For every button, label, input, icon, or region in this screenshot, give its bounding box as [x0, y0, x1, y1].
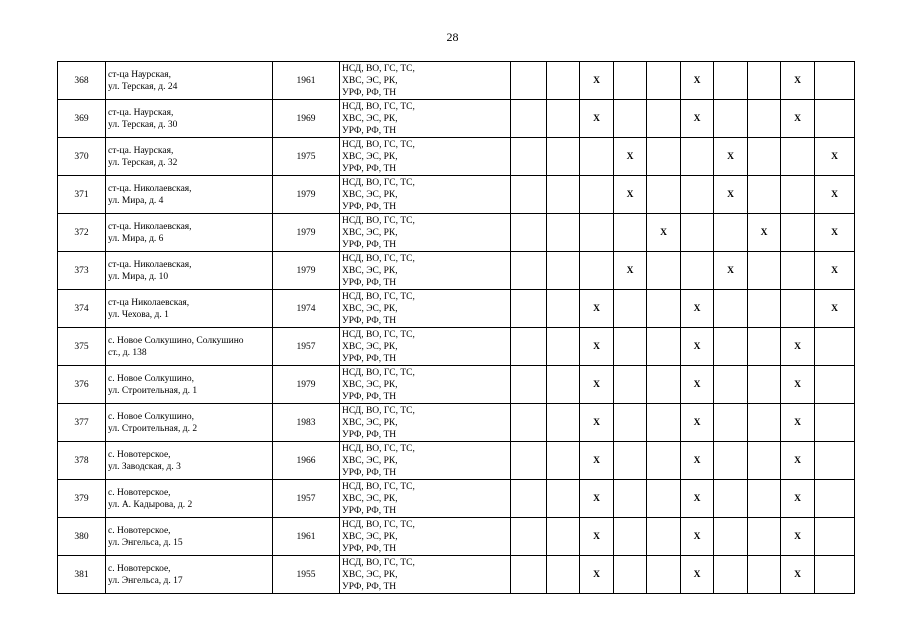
row-mark-cell: [614, 100, 647, 138]
row-year: 1957: [273, 328, 340, 366]
row-systems: НСД, ВО, ГС, ТС, ХВС, ЭС, РК, УРФ, РФ, ТН: [340, 62, 511, 100]
row-mark-cell: Х: [580, 62, 614, 100]
row-number: 379: [58, 480, 106, 518]
table-row: [58, 252, 855, 290]
table-row: [58, 290, 855, 328]
table-row: [58, 138, 855, 176]
row-address: ст-ца Наурская, ул. Терская, д. 24: [106, 62, 273, 100]
row-mark-cell: [547, 290, 580, 328]
row-number: 371: [58, 176, 106, 214]
row-mark-cell: [614, 518, 647, 556]
row-mark-cell: Х: [580, 442, 614, 480]
row-mark-cell: Х: [681, 328, 714, 366]
row-mark-cell: [815, 366, 855, 404]
row-mark-cell: Х: [781, 518, 815, 556]
row-address: ст-ца. Наурская, ул. Терская, д. 32: [106, 138, 273, 176]
row-address: с. Новое Солкушино, ул. Строительная, д. 2: [106, 404, 273, 442]
row-mark-cell: Х: [815, 252, 855, 290]
table-row: [58, 214, 855, 252]
row-address: с. Новотерское, ул. Энгельса, д. 15: [106, 518, 273, 556]
row-systems: НСД, ВО, ГС, ТС, ХВС, ЭС, РК, УРФ, РФ, ТН: [340, 442, 511, 480]
row-mark-cell: [714, 518, 748, 556]
row-mark-cell: Х: [815, 290, 855, 328]
row-mark-cell: [748, 556, 781, 594]
row-number: 370: [58, 138, 106, 176]
row-mark-cell: Х: [580, 404, 614, 442]
row-mark-cell: [781, 138, 815, 176]
building-registry-table: [57, 61, 855, 594]
row-mark-cell: [647, 328, 681, 366]
row-mark-cell: Х: [781, 62, 815, 100]
page-number: 28: [446, 30, 459, 44]
row-mark-cell: Х: [681, 480, 714, 518]
row-mark-cell: [614, 328, 647, 366]
row-mark-cell: [681, 138, 714, 176]
row-mark-cell: [815, 480, 855, 518]
row-year: 1961: [273, 518, 340, 556]
row-mark-cell: [511, 100, 547, 138]
row-year: 1975: [273, 138, 340, 176]
table-row: [58, 62, 855, 100]
row-mark-cell: [511, 252, 547, 290]
table-body: [58, 62, 855, 594]
row-year: 1983: [273, 404, 340, 442]
row-mark-cell: [748, 252, 781, 290]
row-mark-cell: [647, 442, 681, 480]
row-mark-cell: [647, 252, 681, 290]
row-mark-cell: [547, 138, 580, 176]
row-mark-cell: [547, 62, 580, 100]
row-mark-cell: [781, 252, 815, 290]
row-mark-cell: Х: [580, 556, 614, 594]
row-mark-cell: [815, 442, 855, 480]
row-mark-cell: [815, 518, 855, 556]
row-mark-cell: [580, 176, 614, 214]
row-mark-cell: [547, 518, 580, 556]
row-mark-cell: [748, 366, 781, 404]
table-row: [58, 176, 855, 214]
row-address: с. Новотерское, ул. А. Кадырова, д. 2: [106, 480, 273, 518]
row-mark-cell: [748, 480, 781, 518]
row-year: 1969: [273, 100, 340, 138]
row-mark-cell: Х: [815, 176, 855, 214]
row-number: 368: [58, 62, 106, 100]
row-mark-cell: [714, 290, 748, 328]
row-mark-cell: [511, 556, 547, 594]
row-number: 374: [58, 290, 106, 328]
table-row: [58, 556, 855, 594]
row-year: 1979: [273, 252, 340, 290]
row-mark-cell: Х: [580, 518, 614, 556]
row-mark-cell: [714, 404, 748, 442]
row-mark-cell: [781, 290, 815, 328]
table-row: [58, 404, 855, 442]
row-mark-cell: Х: [714, 138, 748, 176]
row-address: с. Новое Солкушино, ул. Строительная, д. 1: [106, 366, 273, 404]
row-mark-cell: Х: [815, 138, 855, 176]
row-mark-cell: [547, 404, 580, 442]
row-mark-cell: Х: [580, 480, 614, 518]
row-mark-cell: [614, 62, 647, 100]
row-address: ст-ца. Николаевская, ул. Мира, д. 10: [106, 252, 273, 290]
row-mark-cell: [714, 62, 748, 100]
row-mark-cell: [547, 214, 580, 252]
table-row: [58, 100, 855, 138]
row-year: 1979: [273, 366, 340, 404]
row-mark-cell: [614, 480, 647, 518]
row-mark-cell: Х: [781, 328, 815, 366]
row-mark-cell: [647, 480, 681, 518]
row-mark-cell: Х: [714, 176, 748, 214]
row-mark-cell: [748, 62, 781, 100]
row-address: ст-ца Николаевская, ул. Чехова, д. 1: [106, 290, 273, 328]
row-mark-cell: Х: [580, 290, 614, 328]
row-mark-cell: [580, 138, 614, 176]
row-mark-cell: [647, 62, 681, 100]
row-mark-cell: [614, 404, 647, 442]
row-mark-cell: [815, 404, 855, 442]
row-mark-cell: [647, 290, 681, 328]
row-systems: НСД, ВО, ГС, ТС, ХВС, ЭС, РК, УРФ, РФ, ТН: [340, 100, 511, 138]
row-mark-cell: [511, 176, 547, 214]
row-mark-cell: Х: [781, 480, 815, 518]
row-mark-cell: [547, 442, 580, 480]
row-year: 1961: [273, 62, 340, 100]
row-mark-cell: [547, 556, 580, 594]
row-mark-cell: Х: [681, 556, 714, 594]
row-mark-cell: [815, 328, 855, 366]
row-year: 1955: [273, 556, 340, 594]
row-systems: НСД, ВО, ГС, ТС, ХВС, ЭС, РК, УРФ, РФ, ТН: [340, 328, 511, 366]
row-mark-cell: [614, 366, 647, 404]
row-year: 1979: [273, 214, 340, 252]
row-number: 372: [58, 214, 106, 252]
row-year: 1979: [273, 176, 340, 214]
row-mark-cell: [748, 290, 781, 328]
row-mark-cell: [647, 518, 681, 556]
row-mark-cell: [614, 290, 647, 328]
row-mark-cell: [511, 480, 547, 518]
row-systems: НСД, ВО, ГС, ТС, ХВС, ЭС, РК, УРФ, РФ, ТН: [340, 252, 511, 290]
row-mark-cell: [511, 328, 547, 366]
row-number: 380: [58, 518, 106, 556]
row-mark-cell: [614, 214, 647, 252]
row-mark-cell: Х: [614, 138, 647, 176]
row-mark-cell: [748, 138, 781, 176]
row-mark-cell: [647, 138, 681, 176]
row-mark-cell: Х: [681, 404, 714, 442]
row-mark-cell: [547, 176, 580, 214]
row-mark-cell: Х: [815, 214, 855, 252]
row-mark-cell: Х: [681, 366, 714, 404]
row-mark-cell: [614, 556, 647, 594]
row-year: 1974: [273, 290, 340, 328]
row-mark-cell: Х: [580, 328, 614, 366]
row-mark-cell: [580, 214, 614, 252]
row-mark-cell: [547, 366, 580, 404]
row-mark-cell: Х: [681, 100, 714, 138]
row-mark-cell: [681, 214, 714, 252]
row-mark-cell: [614, 442, 647, 480]
row-systems: НСД, ВО, ГС, ТС, ХВС, ЭС, РК, УРФ, РФ, ТН: [340, 176, 511, 214]
row-mark-cell: [714, 480, 748, 518]
row-mark-cell: [647, 556, 681, 594]
row-mark-cell: [511, 366, 547, 404]
table-row: [58, 328, 855, 366]
row-mark-cell: [781, 214, 815, 252]
row-number: 375: [58, 328, 106, 366]
row-mark-cell: [511, 442, 547, 480]
row-mark-cell: Х: [714, 252, 748, 290]
row-mark-cell: [647, 404, 681, 442]
row-address: ст-ца. Николаевская, ул. Мира, д. 4: [106, 176, 273, 214]
row-mark-cell: [815, 556, 855, 594]
row-mark-cell: [547, 100, 580, 138]
row-mark-cell: [748, 404, 781, 442]
row-mark-cell: [511, 518, 547, 556]
row-mark-cell: Х: [580, 366, 614, 404]
row-mark-cell: [511, 62, 547, 100]
row-mark-cell: [714, 366, 748, 404]
row-mark-cell: Х: [580, 100, 614, 138]
row-mark-cell: [781, 176, 815, 214]
row-mark-cell: [714, 214, 748, 252]
row-mark-cell: [714, 100, 748, 138]
row-address: ст-ца. Николаевская, ул. Мира, д. 6: [106, 214, 273, 252]
row-mark-cell: [714, 328, 748, 366]
row-systems: НСД, ВО, ГС, ТС, ХВС, ЭС, РК, УРФ, РФ, ТН: [340, 480, 511, 518]
row-mark-cell: [748, 328, 781, 366]
row-address: с. Новотерское, ул. Заводская, д. 3: [106, 442, 273, 480]
row-mark-cell: Х: [681, 518, 714, 556]
row-mark-cell: [748, 518, 781, 556]
row-mark-cell: [748, 442, 781, 480]
row-address: с. Новое Солкушино, Солкушино ст., д. 138: [106, 328, 273, 366]
row-mark-cell: [511, 290, 547, 328]
row-mark-cell: [511, 404, 547, 442]
row-mark-cell: Х: [614, 176, 647, 214]
row-mark-cell: [815, 62, 855, 100]
row-mark-cell: [681, 176, 714, 214]
row-systems: НСД, ВО, ГС, ТС, ХВС, ЭС, РК, УРФ, РФ, ТН: [340, 290, 511, 328]
row-mark-cell: [511, 138, 547, 176]
row-systems: НСД, ВО, ГС, ТС, ХВС, ЭС, РК, УРФ, РФ, ТН: [340, 214, 511, 252]
row-mark-cell: Х: [781, 100, 815, 138]
row-address: ст-ца. Наурская, ул. Терская, д. 30: [106, 100, 273, 138]
table-row: [58, 480, 855, 518]
row-number: 369: [58, 100, 106, 138]
row-mark-cell: [547, 328, 580, 366]
row-year: 1966: [273, 442, 340, 480]
row-systems: НСД, ВО, ГС, ТС, ХВС, ЭС, РК, УРФ, РФ, ТН: [340, 556, 511, 594]
row-mark-cell: [547, 480, 580, 518]
row-mark-cell: [681, 252, 714, 290]
row-mark-cell: Х: [781, 366, 815, 404]
row-mark-cell: Х: [781, 556, 815, 594]
row-mark-cell: [714, 442, 748, 480]
row-number: 378: [58, 442, 106, 480]
row-mark-cell: [511, 214, 547, 252]
row-systems: НСД, ВО, ГС, ТС, ХВС, ЭС, РК, УРФ, РФ, ТН: [340, 404, 511, 442]
table-row: [58, 518, 855, 556]
row-mark-cell: [815, 100, 855, 138]
table-row: [58, 442, 855, 480]
row-mark-cell: Х: [681, 442, 714, 480]
row-mark-cell: [547, 252, 580, 290]
row-mark-cell: Х: [681, 62, 714, 100]
row-mark-cell: Х: [748, 214, 781, 252]
row-mark-cell: [647, 176, 681, 214]
row-number: 377: [58, 404, 106, 442]
row-systems: НСД, ВО, ГС, ТС, ХВС, ЭС, РК, УРФ, РФ, ТН: [340, 518, 511, 556]
row-mark-cell: [580, 252, 614, 290]
row-mark-cell: [714, 556, 748, 594]
row-mark-cell: Х: [647, 214, 681, 252]
row-mark-cell: [748, 100, 781, 138]
row-systems: НСД, ВО, ГС, ТС, ХВС, ЭС, РК, УРФ, РФ, ТН: [340, 366, 511, 404]
table-row: [58, 366, 855, 404]
row-mark-cell: Х: [614, 252, 647, 290]
row-number: 376: [58, 366, 106, 404]
row-mark-cell: [647, 366, 681, 404]
row-number: 373: [58, 252, 106, 290]
row-systems: НСД, ВО, ГС, ТС, ХВС, ЭС, РК, УРФ, РФ, ТН: [340, 138, 511, 176]
row-mark-cell: [748, 176, 781, 214]
row-address: с. Новотерское, ул. Энгельса, д. 17: [106, 556, 273, 594]
row-mark-cell: Х: [681, 290, 714, 328]
row-number: 381: [58, 556, 106, 594]
row-mark-cell: Х: [781, 404, 815, 442]
row-mark-cell: Х: [781, 442, 815, 480]
row-mark-cell: [647, 100, 681, 138]
row-year: 1957: [273, 480, 340, 518]
